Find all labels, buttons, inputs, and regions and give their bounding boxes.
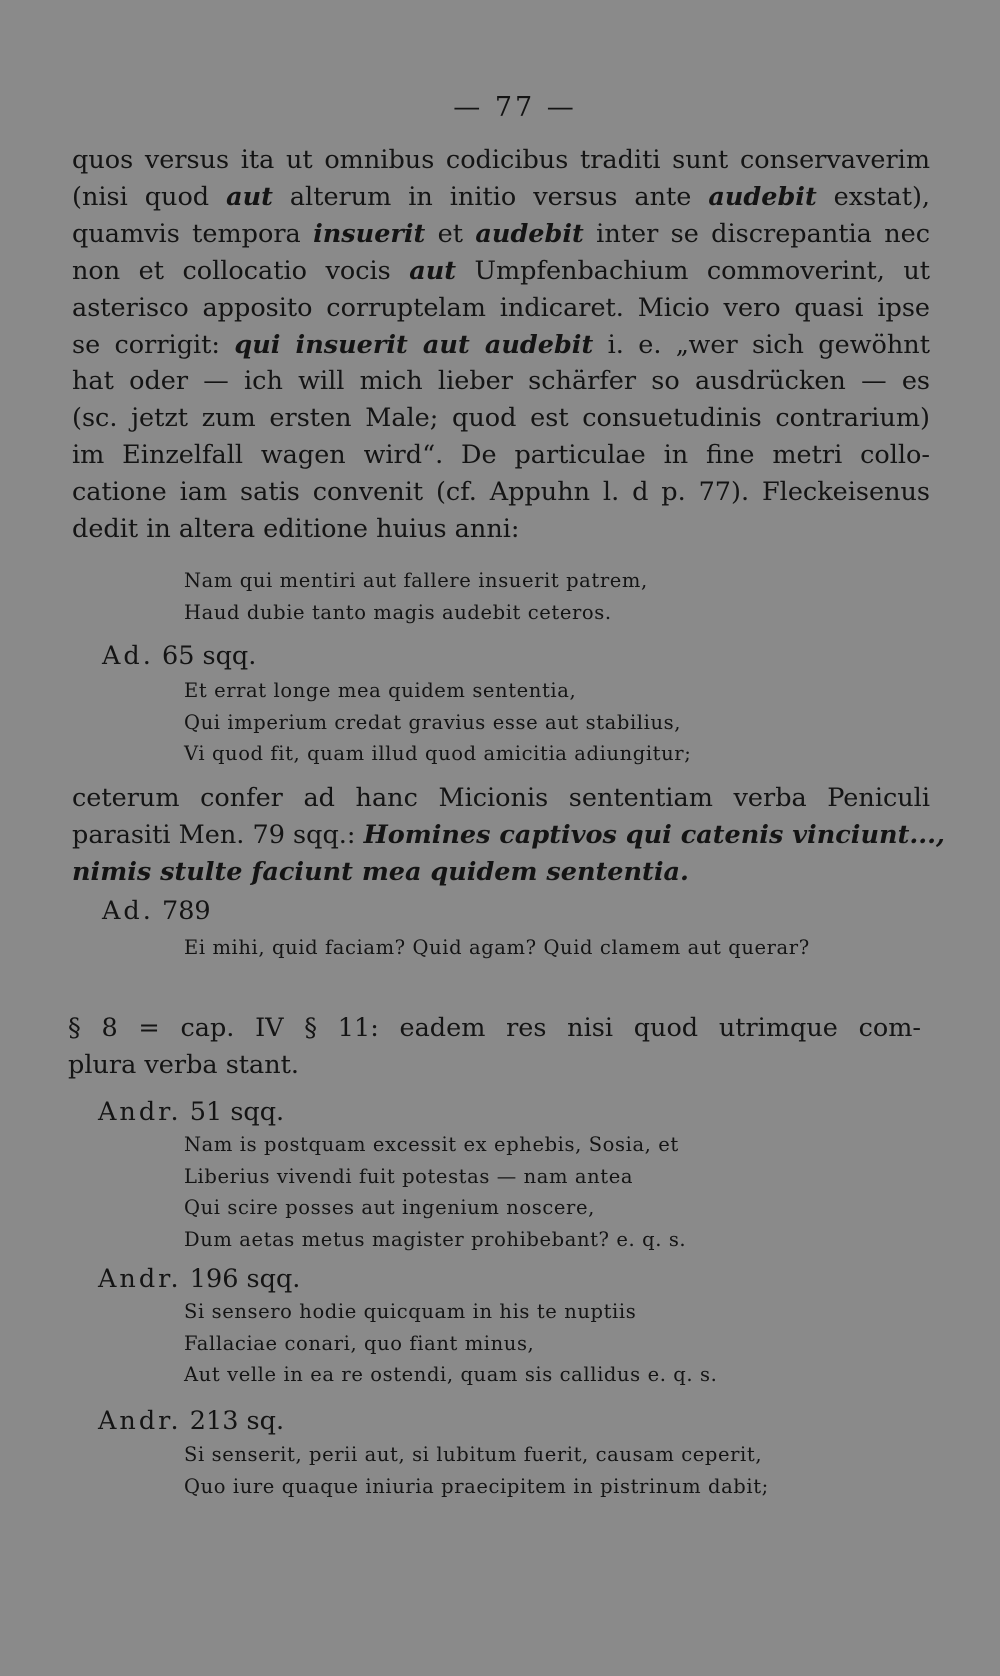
verse-block-1	[184, 565, 648, 628]
reference-abbr: Ad.	[102, 641, 154, 671]
reference-number: 65 sqq.	[161, 641, 257, 671]
verse-line: Qui scire posses aut ingenium noscere,	[184, 1196, 595, 1219]
text-line: hat oder — ich will mich lieber schärfer so ausdrücken — es	[72, 366, 930, 397]
paragraph-2	[72, 780, 945, 891]
text-line: dedit in altera editione huius anni:	[72, 514, 520, 545]
text-line: ceterum confer ad hanc Micionis sententiam verba Peniculi	[72, 783, 930, 813]
verse-line: Liberius vivendi fuit potestas — nam antea	[184, 1164, 634, 1188]
verse-line: Nam qui mentiri aut fallere insuerit patrem,	[184, 569, 648, 592]
text-line: asterisco apposito corruptelam indicaret. Micio vero quasi ipse	[72, 292, 930, 323]
reference-number: 51 sqq.	[189, 1097, 285, 1127]
verse-line: Haud dubie tanto magis audebit ceteros.	[184, 600, 612, 624]
verse-block-6	[184, 1439, 769, 1502]
text-line: catione iam satis convenit (cf. Appuhn l. d p. 77). Fleckeisenus	[72, 477, 930, 508]
verse-block-4	[184, 1129, 686, 1255]
text-line: plura verba stant.	[68, 1049, 300, 1080]
verse-block-2	[184, 675, 691, 770]
verse-line: Quo iure quaque iniuria praecipitem in pistrinum dabit;	[184, 1474, 769, 1498]
verse-line: Si sensero hodie quicquam in his te nuptiis	[184, 1300, 637, 1323]
verse-line: Vi quod fit, quam illud quod amicitia adiungitur;	[184, 742, 692, 765]
verse-line: Nam is postquam excessit ex ephebis, Sosia, et	[184, 1133, 679, 1156]
verse-line: Qui imperium credat gravius esse aut stabilius,	[184, 710, 682, 734]
text-line: § 8 = cap. IV § 11: eadem res nisi quod utrimque com-	[68, 1013, 921, 1043]
text-line: nimis stulte faciunt mea quidem sententia.	[72, 856, 689, 887]
page-number: — 77 —	[453, 92, 577, 123]
verse-line: Aut velle in ea re ostendi, quam sis callidus e. q. s.	[184, 1363, 718, 1386]
verse-block-3	[184, 932, 810, 964]
reference-number: 213 sq.	[189, 1406, 285, 1436]
reference-abbr: Andr.	[98, 1264, 182, 1294]
text-line: se corrigit: qui insuerit aut audebit i. e. „wer sich gewöhnt	[72, 329, 930, 360]
paragraph-3	[68, 1010, 921, 1084]
verse-line: Et errat longe mea quidem sententia,	[184, 679, 577, 702]
verse-line: Si senserit, perii aut, si lubitum fuerit, causam ceperit,	[184, 1443, 763, 1466]
text-line: (sc. jetzt zum ersten Male; quod est consuetudinis contrarium)	[72, 403, 930, 434]
reference-number: 789	[161, 896, 211, 926]
verse-line: Ei mihi, quid faciam? Quid agam? Quid clamem aut querar?	[184, 936, 810, 959]
verse-line: Fallaciae conari, quo fiant minus,	[184, 1331, 535, 1355]
reference-abbr: Ad.	[102, 896, 154, 926]
reference-andr-51	[98, 1097, 284, 1127]
reference-ad-789	[102, 896, 211, 926]
reference-number: 196 sqq.	[189, 1264, 301, 1294]
verse-line: Dum aetas metus magister prohibebant? e. q. s.	[184, 1227, 687, 1251]
text-line: quamvis tempora insuerit et audebit inter se discrepantia nec	[72, 218, 930, 249]
text-line: parasiti Men. 79 sqq.: Homines captivos qui catenis vinciunt...,	[72, 819, 945, 850]
reference-ad-65	[102, 641, 256, 671]
verse-block-5	[184, 1296, 717, 1391]
text-line: im Einzelfall wagen wird“. De particulae in fine metri collo-	[72, 440, 930, 471]
reference-andr-213	[98, 1406, 284, 1436]
text-line: (nisi quod aut alterum in initio versus ante audebit exstat),	[72, 181, 930, 212]
paragraph-1	[72, 142, 930, 548]
reference-abbr: Andr.	[98, 1097, 182, 1127]
text-line: non et collocatio vocis aut Umpfenbachium commoverint, ut	[72, 255, 930, 286]
reference-abbr: Andr.	[98, 1406, 182, 1436]
text-line: quos versus ita ut omnibus codicibus traditi sunt conservaverim	[72, 145, 930, 175]
reference-andr-196	[98, 1264, 300, 1294]
